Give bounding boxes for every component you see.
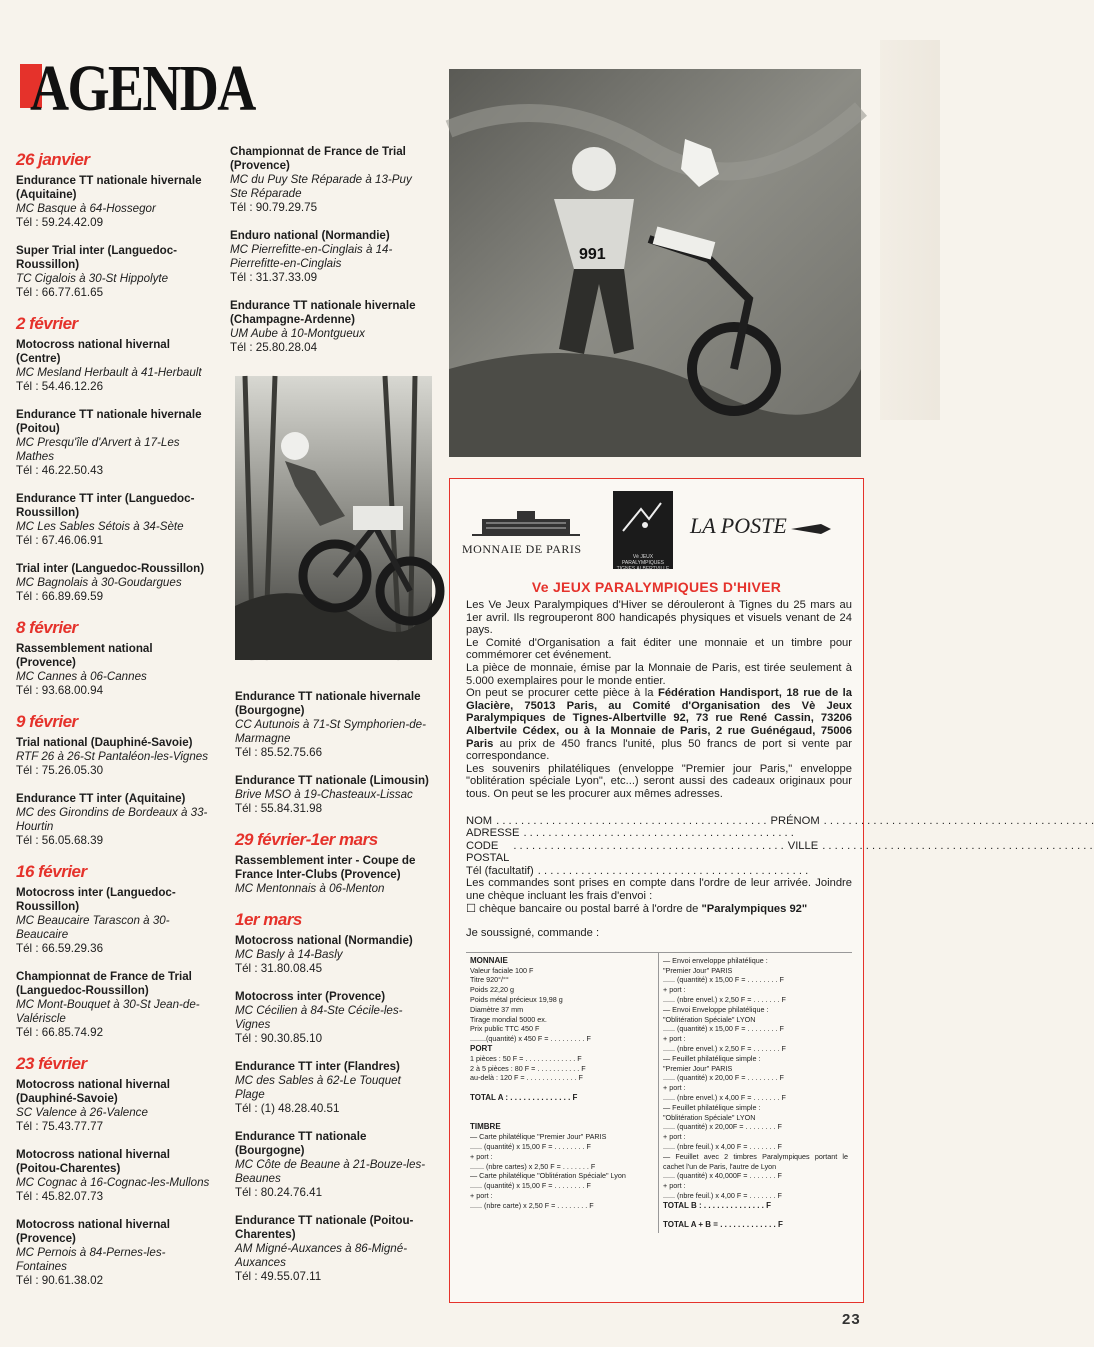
order-line: — Feuillet avec 2 timbres Paralympiques portant le cachet l'un de Paris, l'autre de Lyon <box>663 1151 848 1171</box>
order-right-column <box>659 953 852 1233</box>
event-name: Endurance TT inter (Aquitaine) <box>16 792 186 805</box>
event-name: Endurance TT nationale hivernale (Poitou) <box>16 408 202 435</box>
address-bold: Fédération Handisport, 18 rue de la Glacière, 75013 Paris, au Comité d'Organisation des Vè Jeux Paralympiques de Tignes-Albertville 92, 73 rue René Cassin, 73206 Albertvile Cédex, ou à la Monnaie de Paris, 2 rue Guénégaud, 75006 Paris <box>466 687 853 750</box>
order-line: "Premier Jour" PARIS <box>663 965 733 975</box>
form-line <box>466 839 1093 865</box>
event-tel: Tél : 90.30.85.10 <box>235 1032 323 1045</box>
motocross-sand-photo <box>449 69 861 457</box>
order-form <box>466 814 1094 878</box>
order-line: — Carte philatélique "Premier Jour" PARIS <box>470 1132 607 1142</box>
event-tel: Tél : 66.59.29.36 <box>16 942 104 955</box>
order-line: ...... (nbre feuil.) x 4,00 F = . . . . . . . F <box>663 1190 782 1200</box>
event-tel: Tél : 54.46.12.26 <box>16 380 104 393</box>
agenda-event <box>235 990 431 1046</box>
event-club: RTF 26 à 26-St Pantaléon-les-Vignes <box>16 750 209 763</box>
order-line: + port : <box>663 1181 686 1191</box>
order-line: Titre 920°/°° <box>470 975 509 985</box>
form-code-postal-label: CODE POSTAL <box>466 839 510 865</box>
agenda-event <box>16 408 213 478</box>
order-line: + port : <box>470 1151 493 1161</box>
page-title: AGENDA <box>30 52 255 125</box>
event-club: MC des Girondins de Bordeaux à 33-Hourtin <box>16 806 208 833</box>
form-prenom-label: PRÉNOM <box>770 814 820 827</box>
order-line: + port : <box>663 1083 686 1093</box>
event-name: Motocross inter (Languedoc-Roussillon) <box>16 886 176 913</box>
event-name: Motocross inter (Provence) <box>235 990 386 1003</box>
paralympics-logo-text: Vè JEUX PARALYMPIQUES TIGNES ALBERTVILLE <box>616 554 670 572</box>
order-line: ...... (quantité) x 15,00 F = . . . . . . . . F <box>663 975 784 985</box>
agenda-event <box>235 1060 431 1116</box>
form-dots: . . . . . . . . . . . . . . . . . . . . . . . . . . . . . . . . . . . . . . . . . . . . <box>823 814 1094 827</box>
address-end: au prix de 450 francs l'unité, plus 50 francs de port si vente par correspondance. <box>466 737 852 763</box>
box-paragraph: La pièce de monnaie, émise par la Monnaie de Paris, est tirée seulement à 5.000 exemplaires pour le monde entier. <box>466 661 852 687</box>
order-line: PORT <box>470 1044 493 1054</box>
form-line <box>466 827 852 840</box>
agenda-event <box>16 338 213 394</box>
agenda-event <box>16 792 213 848</box>
event-name: Endurance TT inter (Flandres) <box>235 1060 400 1073</box>
box-body-text <box>466 599 1094 1233</box>
order-line: ...... (quantité) x 40,000F = . . . . . . . F <box>663 1171 782 1181</box>
event-tel: Tél : 46.22.50.43 <box>16 464 104 477</box>
agenda-event <box>16 562 213 604</box>
event-club: MC Cécilien à 84-Ste Cécile-les-Vignes <box>235 1004 403 1031</box>
order-line: ...... (nbre envel.) x 2,50 F = . . . . . . . F <box>663 1044 786 1054</box>
monnaie-de-paris-logo <box>462 509 590 557</box>
monnaie-label: MONNAIE DE PARIS <box>462 542 582 556</box>
event-club: MC Pierrefitte-en-Cinglais à 14-Pierrefitte-en-Cinglais <box>230 243 393 270</box>
order-line: au-delà : 120 F = . . . . . . . . . . . . . F <box>470 1073 583 1083</box>
form-dots: . . . . . . . . . . . . . . . . . . . . . . . . . . . . . . . . . . . . . . . . . . . . <box>523 827 794 840</box>
order-line: 2 à 5 pièces : 80 F = . . . . . . . . . . . F <box>470 1063 586 1073</box>
event-club: MC du Puy Ste Réparade à 13-Puy Ste Réparade <box>230 173 412 200</box>
agenda-event <box>235 854 431 896</box>
event-club: SC Valence à 26-Valence <box>16 1106 148 1119</box>
event-tel: Tél : 80.24.76.41 <box>235 1186 323 1199</box>
event-tel: Tél : 31.37.33.09 <box>230 271 318 284</box>
agenda-event <box>235 1130 431 1200</box>
agenda-event <box>230 299 426 355</box>
event-club: MC Basly à 14-Basly <box>235 948 343 961</box>
box-paragraph: Les Ve Jeux Paralympiques d'Hiver se dérouleront à Tignes du 25 mars au 1er avril. Ils regrouperont 800 handicapés physiques et visuels venant de 24 pays. <box>466 599 852 637</box>
order-line: ...... (quantité) x 15,00 F = . . . . . . . . F <box>470 1181 591 1191</box>
event-name: Motocross national hivernal (Provence) <box>16 1218 170 1245</box>
agenda-event <box>16 244 213 300</box>
event-name: Endurance TT nationale hivernale (Bourgogne) <box>235 690 421 717</box>
paralympics-order-box <box>449 478 1094 1303</box>
order-left-column <box>466 953 659 1233</box>
order-line <box>470 1083 654 1093</box>
agenda-event <box>235 690 431 760</box>
event-club: MC Presqu'île d'Arvert à 17-Les Mathes <box>16 436 180 463</box>
trial-rider-photo <box>235 376 432 660</box>
event-club: MC Cannes à 06-Cannes <box>16 670 147 683</box>
side-shadow <box>880 40 940 420</box>
box-paragraph: Le Comité d'Organisation a fait éditer une monnaie et un timbre pour commémorer cet événement. <box>466 636 852 662</box>
order-line: MONNAIE <box>470 955 508 965</box>
event-tel: Tél : 75.26.05.30 <box>16 764 104 777</box>
order-line: — Carte philatélique "Oblitération Spéciale" Lyon <box>470 1171 626 1181</box>
event-club: MC Cognac à 16-Cognac-les-Mullons <box>16 1176 210 1189</box>
order-line <box>470 1103 654 1113</box>
order-line: ...... (quantité) x 20,00 F = . . . . . . . . F <box>663 1073 784 1083</box>
event-name: Trial national (Dauphiné-Savoie) <box>16 736 193 749</box>
event-club: TC Cigalois à 30-St Hippolyte <box>16 272 169 285</box>
event-tel: Tél : 75.43.77.77 <box>16 1120 104 1133</box>
address-intro: On peut se procurer cette pièce à la <box>466 687 658 700</box>
event-tel: Tél : 85.52.75.66 <box>235 746 323 759</box>
order-line: + port : <box>663 1034 686 1044</box>
order-line: — Envoi enveloppe philatélique : <box>663 955 768 965</box>
order-line: Valeur faciale 100 F <box>470 965 534 975</box>
event-club: MC Beaucaire Tarascon à 30-Beaucaire <box>16 914 170 941</box>
middle-top-column <box>230 145 426 369</box>
agenda-date: 16 février <box>16 862 87 881</box>
agenda-event <box>16 736 213 778</box>
order-line: — Feuillet philatélique simple : <box>663 1102 761 1112</box>
event-name: Trial inter (Languedoc-Roussillon) <box>16 562 205 575</box>
agenda-event <box>235 1214 431 1284</box>
order-line <box>470 1113 654 1123</box>
event-tel: Tél : 90.79.29.75 <box>230 201 318 214</box>
trial-rider-illustration <box>235 376 432 660</box>
event-club: MC Basque à 64-Hossegor <box>16 202 156 215</box>
la-poste-label: LA POSTE <box>690 513 787 538</box>
event-tel: Tél : 59.24.42.09 <box>16 216 104 229</box>
order-line: Tirage mondial 5000 ex. <box>470 1014 547 1024</box>
form-nom-label: NOM <box>466 814 493 827</box>
paralympics-logo <box>613 491 673 572</box>
paralympics-mountain-icon <box>613 491 673 549</box>
event-club: UM Aube à 10-Montgueux <box>230 327 365 340</box>
event-tel: Tél : 66.89.69.59 <box>16 590 104 603</box>
agenda-event <box>16 970 213 1040</box>
order-line: "Oblitération Spéciale" LYON <box>663 1112 756 1122</box>
agenda-event <box>16 1148 213 1204</box>
event-name: Endurance TT inter (Languedoc-Roussillon) <box>16 492 195 519</box>
order-line: — Envoi Enveloppe philatélique : <box>663 1004 769 1014</box>
event-name: Endurance TT nationale hivernale (Champagne-Ardenne) <box>230 299 416 326</box>
box-address-paragraph <box>466 687 852 763</box>
agenda-event <box>230 145 426 215</box>
order-line: ........(quantité) x 450 F = . . . . . . . . . F <box>470 1034 591 1044</box>
order-line: TOTAL A + B = . . . . . . . . . . . . . F <box>663 1220 783 1230</box>
order-line: Diamètre 37 mm <box>470 1004 524 1014</box>
agenda-date: 23 février <box>16 1054 87 1073</box>
form-dots: . . . . . . . . . . . . . . . . . . . . . . . . . . . . . . . . . . . . . . . . . . . . <box>822 839 1093 852</box>
form-dots: . . . . . . . . . . . . . . . . . . . . . . . . . . . . . . . . . . . . . . . . . . . . <box>496 814 767 827</box>
form-tel-label: Tél (facultatif) <box>466 864 534 877</box>
event-name: Motocross national hivernal (Centre) <box>16 338 170 365</box>
event-tel: Tél : 93.68.00.94 <box>16 684 104 697</box>
event-name: Rassemblement inter - Coupe de France Inter-Clubs (Provence) <box>235 854 416 881</box>
cheque-bold: "Paralympiques 92" <box>701 902 808 915</box>
agenda-event <box>16 886 213 956</box>
event-club: MC des Sables à 62-Le Touquet Plage <box>235 1074 401 1101</box>
form-ville-label: VILLE <box>787 839 819 852</box>
monnaie-building-icon <box>462 509 590 537</box>
box-heading: Ve JEUX PARALYMPIQUES D'HIVER <box>531 579 782 595</box>
event-name: Championnat de France de Trial (Languedoc-Roussillon) <box>16 970 192 997</box>
event-name: Championnat de France de Trial (Provence) <box>230 145 406 172</box>
form-line <box>466 865 852 878</box>
agenda-event <box>16 492 213 548</box>
event-name: Rassemblement national (Provence) <box>16 642 153 669</box>
la-poste-logo <box>690 513 850 543</box>
event-tel: Tél : 31.80.08.45 <box>235 962 323 975</box>
order-grid <box>466 952 852 1233</box>
event-name: Motocross national hivernal (Dauphiné-Savoie) <box>16 1078 170 1105</box>
event-club: MC Pernois à 84-Pernes-les-Fontaines <box>16 1246 166 1273</box>
box-paragraph: Les souvenirs philatéliques (enveloppe "Premier jour Paris," enveloppe "oblitération spéciale Lyon", etc...) seront aussi des cadeaux originaux pour tous. On peut se les procurer aux mêmes adresses. <box>466 762 852 800</box>
order-line: ...... (quantité) x 15,00 F = . . . . . . . . F <box>470 1141 591 1151</box>
order-line: ....... (nbre cartes) x 2,50 F = . . . . . . . F <box>470 1161 596 1171</box>
agenda-event <box>235 774 431 816</box>
event-club: MC Bagnolais à 30-Goudargues <box>16 576 182 589</box>
form-line <box>466 814 1094 828</box>
event-tel: Tél : 90.61.38.02 <box>16 1274 104 1287</box>
order-line: ...... (nbre feuil.) x 4,00 F = . . . . . . . F <box>663 1141 782 1151</box>
order-line: + port : <box>663 985 686 995</box>
order-line: + port : <box>470 1190 493 1200</box>
event-name: Enduro national (Normandie) <box>230 229 390 242</box>
order-note: Les commandes sont prises en compte dans l'ordre de leur arrivée. Joindre une chèque incluant les frais d'envoi : <box>466 877 852 903</box>
agenda-event <box>16 1218 213 1288</box>
order-line: — Feuillet philatélique simple : <box>663 1053 761 1063</box>
event-name: Endurance TT nationale (Poitou-Charentes) <box>235 1214 414 1241</box>
order-line: "Oblitération Spéciale" LYON <box>663 1014 756 1024</box>
event-club: Brive MSO à 19-Chasteaux-Lissac <box>235 788 413 801</box>
agenda-event <box>230 229 426 285</box>
order-line: ...... (nbre carte) x 2,50 F = . . . . . . . . F <box>470 1200 594 1210</box>
event-tel: Tél : 45.82.07.73 <box>16 1190 104 1203</box>
event-club: MC Mont-Bouquet à 30-St Jean-de-Valériscle <box>16 998 200 1025</box>
event-name: Motocross national hivernal (Poitou-Charentes) <box>16 1148 170 1175</box>
agenda-date: 29 février-1er mars <box>235 830 378 849</box>
middle-bottom-column <box>235 690 431 1298</box>
order-line: 1 pièces : 50 F = . . . . . . . . . . . . . F <box>470 1053 582 1063</box>
event-club: MC Mentonnais à 06-Menton <box>235 882 385 895</box>
rider-number: 991 <box>579 246 606 263</box>
form-dots: . . . . . . . . . . . . . . . . . . . . . . . . . . . . . . . . . . . . . . . . . . . . <box>537 864 809 877</box>
order-line: TOTAL B : . . . . . . . . . . . . . . F <box>663 1200 772 1210</box>
event-tel: Tél : 66.77.61.65 <box>16 286 104 299</box>
event-club: MC Les Sables Sétois à 34-Sète <box>16 520 184 533</box>
la-poste-bird-icon <box>791 522 831 536</box>
soussigne-line: Je soussigné, commande : <box>466 927 600 940</box>
order-line: Poids métal précieux 19,98 g <box>470 995 563 1005</box>
agenda-date: 2 février <box>16 314 78 333</box>
left-agenda-column <box>16 150 213 1302</box>
order-line: TIMBRE <box>470 1122 501 1132</box>
agenda-date: 1er mars <box>235 910 302 929</box>
order-line: TOTAL A : . . . . . . . . . . . . . . F <box>470 1093 578 1102</box>
event-name: Super Trial inter (Languedoc-Roussillon) <box>16 244 178 271</box>
event-tel: Tél : 25.80.28.04 <box>230 341 318 354</box>
form-adresse-label: ADRESSE <box>466 827 520 840</box>
agenda-event <box>235 934 431 976</box>
event-tel: Tél : 66.85.74.92 <box>16 1026 104 1039</box>
order-line: + port : <box>663 1132 686 1142</box>
order-line <box>663 1211 848 1221</box>
event-club: MC Mesland Herbault à 41-Herbault <box>16 366 202 379</box>
motocross-rider-illustration <box>449 69 861 457</box>
cheque-line <box>466 903 852 916</box>
event-tel: Tél : 67.46.06.91 <box>16 534 104 547</box>
agenda-date: 8 février <box>16 618 78 637</box>
checkbox-icon: ☐ <box>466 902 480 915</box>
order-line: Prix public TTC 450 F <box>470 1024 540 1034</box>
order-line: "Premier Jour" PARIS <box>663 1063 733 1073</box>
page-number: 23 <box>842 1311 861 1328</box>
order-line: Poids 22,20 g <box>470 985 514 995</box>
order-line: ...... (quantité) x 15,00 F = . . . . . . . . F <box>663 1024 784 1034</box>
form-dots: . . . . . . . . . . . . . . . . . . . . . . . . . . . . . . . . . . . . . . . . . . . . <box>513 839 784 852</box>
event-club: MC Côte de Beaune à 21-Bouze-les-Beaunes <box>235 1158 426 1185</box>
event-name: Endurance TT nationale (Limousin) <box>235 774 429 787</box>
event-club: CC Autunois à 71-St Symphorien-de-Marmagne <box>235 718 426 745</box>
agenda-event <box>16 174 213 230</box>
cheque-text: chèque bancaire ou postal barré à l'ordre de <box>479 902 702 915</box>
agenda-date: 9 février <box>16 712 78 731</box>
event-club: AM Migné-Auxances à 86-Migné-Auxances <box>235 1242 408 1269</box>
event-tel: Tél : 55.84.31.98 <box>235 802 323 815</box>
agenda-event <box>16 1078 213 1134</box>
agenda-date: 26 janvier <box>16 150 90 169</box>
event-name: Endurance TT nationale (Bourgogne) <box>235 1130 367 1157</box>
order-line: ...... (nbre envel.) x 2,50 F = . . . . . . . F <box>663 995 786 1005</box>
event-tel: Tél : 56.05.68.39 <box>16 834 104 847</box>
order-line: ...... (quantité) x 20,00F = . . . . . . . . F <box>663 1122 782 1132</box>
event-name: Endurance TT nationale hivernale (Aquitaine) <box>16 174 202 201</box>
agenda-event <box>16 642 213 698</box>
event-name: Motocross national (Normandie) <box>235 934 413 947</box>
event-tel: Tél : (1) 48.28.40.51 <box>235 1102 340 1115</box>
order-line: ...... (nbre envel.) x 4,00 F = . . . . . . . F <box>663 1093 786 1102</box>
event-tel: Tél : 49.55.07.11 <box>235 1270 322 1283</box>
